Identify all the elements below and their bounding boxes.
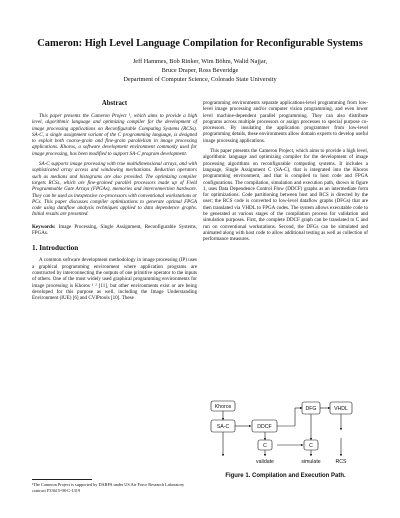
keywords-text: Image Processing, Single Assignment, Reconfigurable Systems, FPGAs. [32, 223, 197, 237]
right-paragraph-1: programming environments separate applications-level programming from low-level image processing and/or computer vision programming, and even lower level machine-dependent parallel programming. They can also distribute programs across multiple processors or assign processes to special purpose co-processors. By insulating the application programmer from low-level programming details, these environments allow domain experts to develop useful image processing applications. [203, 100, 368, 144]
right-column [203, 100, 368, 247]
keywords-label: Keywords: [32, 223, 56, 230]
node-rcs-label: RCS [335, 459, 347, 465]
paper-title: Cameron: High Level Language Compilation for Reconfigurable Systems [37, 38, 363, 49]
node-khoros-label: Khoros [214, 404, 232, 410]
node-validate-label: validate [256, 459, 274, 465]
node-ddcf-label: DDCF [257, 424, 272, 430]
node-vhdl-label: VHDL [334, 406, 348, 412]
figure-caption: Figure 1. Compilation and Execution Path. [225, 473, 346, 479]
intro-heading: 1. Introduction [32, 244, 79, 253]
author-block [0, 57, 400, 85]
footnote: ¹The Cameron Project is supported by DARPA under US Air Force Research Laboratory contract F33615-98-C-1319 [32, 482, 185, 493]
author-line-2: Bruce Draper, Ross Beveridge [161, 67, 239, 75]
right-paragraph-2: This paper presents the Cameron Project, which aims to provide a high level, algorithmic language and optimizing compiler for the development of image processing algorithms on reconfigurable computing systems. It includes a language, Single Assignment C (SA-C), that is integrated into the Khoros programming environment, and that is compiled to host code and FPGA configurations. The compilation, simulation and execution path, shown in figure 1, uses Data Dependence Control Flow (DDCF) graphs as an intermediate form for optimizations. Code partitioning between host and RCS is directed by the user; the RCS code is converted to low-level dataflow graphs (DFGs) that are then translated via VHDL to FPGA codes. The system allows executable code to be generated at various stages of the compilation process for validation and simulation purposes. First, the complete DDCF graph can be translated to C and run on conventional workstations. Second, the DFGs can be simulated and animated along with host code to allow additional testing as well as collection of performance measures. [203, 148, 368, 243]
affiliation: Department of Computer Science, Colorado State University [123, 76, 277, 84]
abstract-heading: Abstract [101, 100, 128, 107]
node-c-left-label: C [263, 443, 267, 449]
author-line-1: Jeff Hammes, Bob Rinker, Wim Böhm, Walid Najjar, [132, 58, 268, 65]
node-simulate-label: simulate [301, 459, 321, 465]
footnote-rule [32, 479, 92, 480]
compilation-flow-diagram [203, 398, 368, 473]
abstract-section [32, 100, 197, 218]
keywords [32, 224, 197, 237]
node-sac-label: SA-C [216, 424, 230, 430]
abstract-paragraph-1: This paper presents the Cameron Project ¹, which aims to provide a high level, algorithmic language and optimizing compiler for the development of image processing applications on Reconfigurable Computing Systems (RCSs). SA-C, a single assignment variant of the C programming language, is designed to exploit both coarse-grain and fine-grain parallelism in image processing applications. Khoros, a software development environment commonly used for image processing, has been modified to support SA-C program development. [32, 113, 197, 157]
intro-paragraph-1: A common software development methodology in image processing (IP) uses a graphical programming environment where application programs are constructed by interconnecting the outputs of one primitive operator to the inputs of others. One of the most widely used graphical programming environments for image processing is Khoros ¹ ² [11], but other environments exist or are being developed for this purpose as well, including the Image Understanding Environment (IUE) [6] and CVIPtools [10]. These [32, 257, 197, 302]
left-column [32, 100, 197, 305]
abstract-paragraph-2: SA-C supports image processing with true multidimensional arrays, and with sophisticated array access and windowing mechanisms. Reduction operators such as medians and histograms are also provided. The optimizing compiler targets RCSs, which are fine-grained parallel processors made up of Field Programmable Gate Arrays (FPGAs), memories and interconnection hardware. They can be used as inexpensive co-processors with conventional workstations or PCs. This paper discusses compiler optimizations to generate optimal FPGA code using dataflow analysis techniques applied to data dependence graphs. Initial results are presented. [32, 161, 197, 218]
node-c-right-label: C [309, 443, 313, 449]
figure-1 [203, 398, 368, 483]
node-dfg-label: DFG [305, 406, 317, 412]
